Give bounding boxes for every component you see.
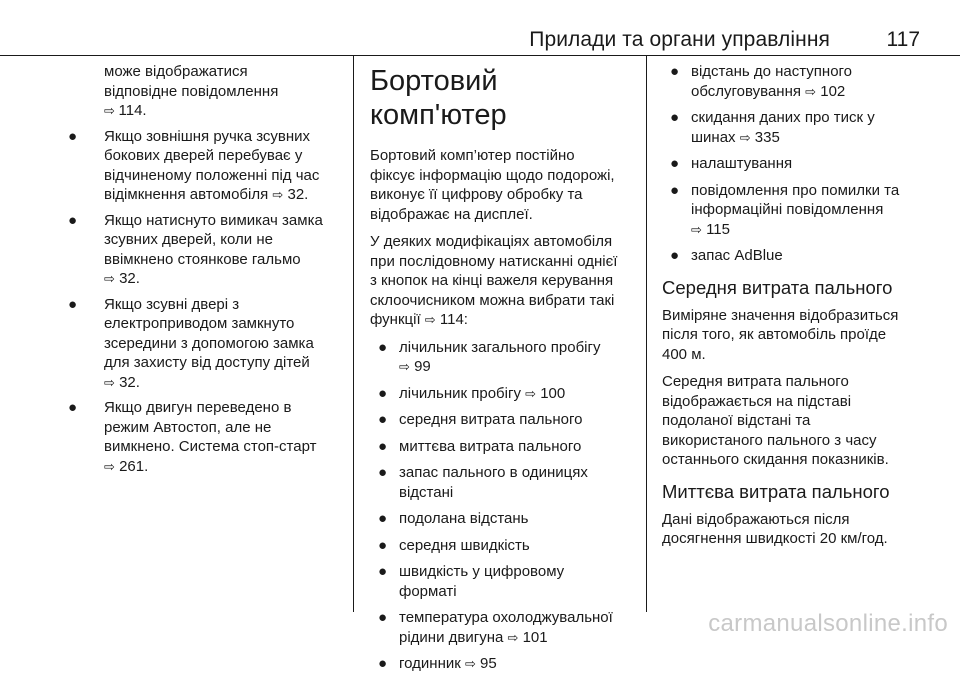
page-number: 117: [886, 28, 920, 51]
header-title: Прилади та органи управління: [529, 28, 830, 51]
list-item: ● лічильник пробігу ⇨ 100: [378, 384, 566, 402]
list-item: ● Якщо зовнішня ручка зсувних бокових дверей перебуває у відчиненому положенні під час відімкнення автомобіля ⇨ 32.: [68, 127, 320, 203]
bullet-icon: ●: [68, 127, 78, 145]
page-ref-icon: ⇨: [399, 359, 410, 374]
paragraph: Середня витрата пального відображається на підставі подоланої відстані та використаного пального з часу останнього скидання показників.: [662, 373, 889, 468]
page-ref-icon: ⇨: [104, 374, 115, 390]
list-item: ● середня витрата пального: [378, 411, 583, 428]
list-item: ● подолана відстань: [378, 510, 529, 527]
page-ref-icon: ⇨: [424, 312, 436, 327]
list-item: ● Якщо двигун переведено в режим Автостоп, але не вимкнено. Система стоп-старт ⇨ 261.: [68, 399, 317, 475]
bullet-icon: ●: [378, 609, 388, 626]
list-item: ● середня швидкість: [378, 536, 530, 554]
bullet-icon: ●: [378, 384, 388, 402]
bullet-icon: ●: [378, 655, 388, 672]
list-item: ● годинник ⇨ 95: [378, 655, 497, 672]
bullet-icon: ●: [378, 563, 388, 580]
bullet-icon: ●: [670, 109, 680, 126]
page-ref-icon: ⇨: [507, 629, 519, 645]
list-item: ● Якщо зсувні двері з електроприводом замкнуто зсередини з допомогою замка для захисту від доступу дітей ⇨ 32.: [68, 295, 314, 391]
paragraph: Дані відображаються після досягнення швидкості 20 км/год.: [662, 510, 888, 547]
list-item: ● скидання даних про тиск у шинах ⇨ 335: [670, 109, 875, 146]
functions-paragraph: У деяких модифікаціях автомобіля при послідовному натисканні однієї з кнопок на кінці важеля керування склоочисником можна вибрати такі функції ⇨ 114:: [370, 233, 618, 328]
list-item: ● запас AdBlue: [670, 247, 783, 264]
list-item: ● налаштування: [670, 155, 793, 172]
function-list: [370, 338, 640, 674]
list-item: ● температура охолоджувальної рідини двигуна ⇨ 101: [378, 609, 613, 646]
bullet-icon: ●: [378, 338, 388, 356]
list-item: ● лічильник загального пробігу ⇨ 99: [378, 338, 601, 375]
bullet-icon: ●: [378, 437, 388, 455]
list-item: ● швидкість у цифровому форматі: [378, 563, 565, 600]
function-list-continued: [662, 62, 930, 266]
bullet-icon: ●: [670, 247, 680, 264]
bullet-icon: ●: [378, 510, 388, 527]
section-heading: Бортовий комп'ютер: [370, 65, 507, 131]
list-item: ● відстань до наступного обслуговування ⇨ 102: [670, 63, 853, 100]
page-ref-icon: ⇨: [805, 83, 817, 99]
page-ref-icon: ⇨: [464, 656, 476, 671]
column-2: [370, 62, 640, 681]
subheading-instant-consumption: Миттєва витрата пального: [662, 480, 890, 502]
page-ref-icon: ⇨: [525, 385, 537, 401]
page-ref-icon: ⇨: [691, 221, 702, 237]
bullet-icon: ●: [378, 464, 388, 481]
bullet-icon: ●: [378, 536, 388, 554]
page-ref-icon: ⇨: [104, 103, 119, 118]
column-divider-1: [353, 56, 354, 612]
list-item: ● миттєва витрата пального: [378, 437, 582, 455]
list-item: ● Якщо натиснуто вимикач замка зсувних дверей, коли не ввімкнено стоянкове гальмо ⇨ 32.: [68, 211, 323, 287]
bullet-icon: ●: [68, 211, 78, 229]
intro-paragraph: Бортовий комп’ютер постійно фіксує інформацію щодо подорожі, виконує її цифрову обробку та відображає на дисплеї.: [370, 147, 615, 223]
page-ref-icon: ⇨: [272, 187, 284, 202]
bullet-icon: ●: [68, 399, 78, 416]
column-3: [662, 62, 930, 557]
column-divider-2: [646, 56, 647, 612]
page-ref-icon: ⇨: [739, 129, 751, 145]
bullet-icon: ●: [68, 295, 78, 313]
bullet-list: [50, 127, 346, 477]
list-item: ● запас пального в одиницях відстані: [378, 464, 588, 501]
page-ref-icon: ⇨: [104, 458, 115, 474]
subheading-average-consumption: Середня витрата пального: [662, 276, 893, 298]
watermark: carmanualsonline.info: [708, 610, 948, 637]
continued-text: може відображатися відповідне повідомлення ⇨ 114.: [104, 63, 279, 119]
bullet-icon: ●: [670, 155, 680, 172]
page-header: [0, 0, 960, 58]
column-1: [50, 62, 346, 482]
bullet-icon: ●: [670, 63, 680, 80]
list-item: ● повідомлення про помилки та інформаційні повідомлення ⇨ 115: [670, 181, 900, 238]
bullet-icon: ●: [378, 411, 388, 428]
page-ref-icon: ⇨: [104, 271, 115, 286]
header-divider: [0, 55, 960, 56]
paragraph: Виміряне значення відобразиться після того, як автомобіль проїде 400 м.: [662, 306, 899, 363]
bullet-icon: ●: [670, 181, 680, 199]
